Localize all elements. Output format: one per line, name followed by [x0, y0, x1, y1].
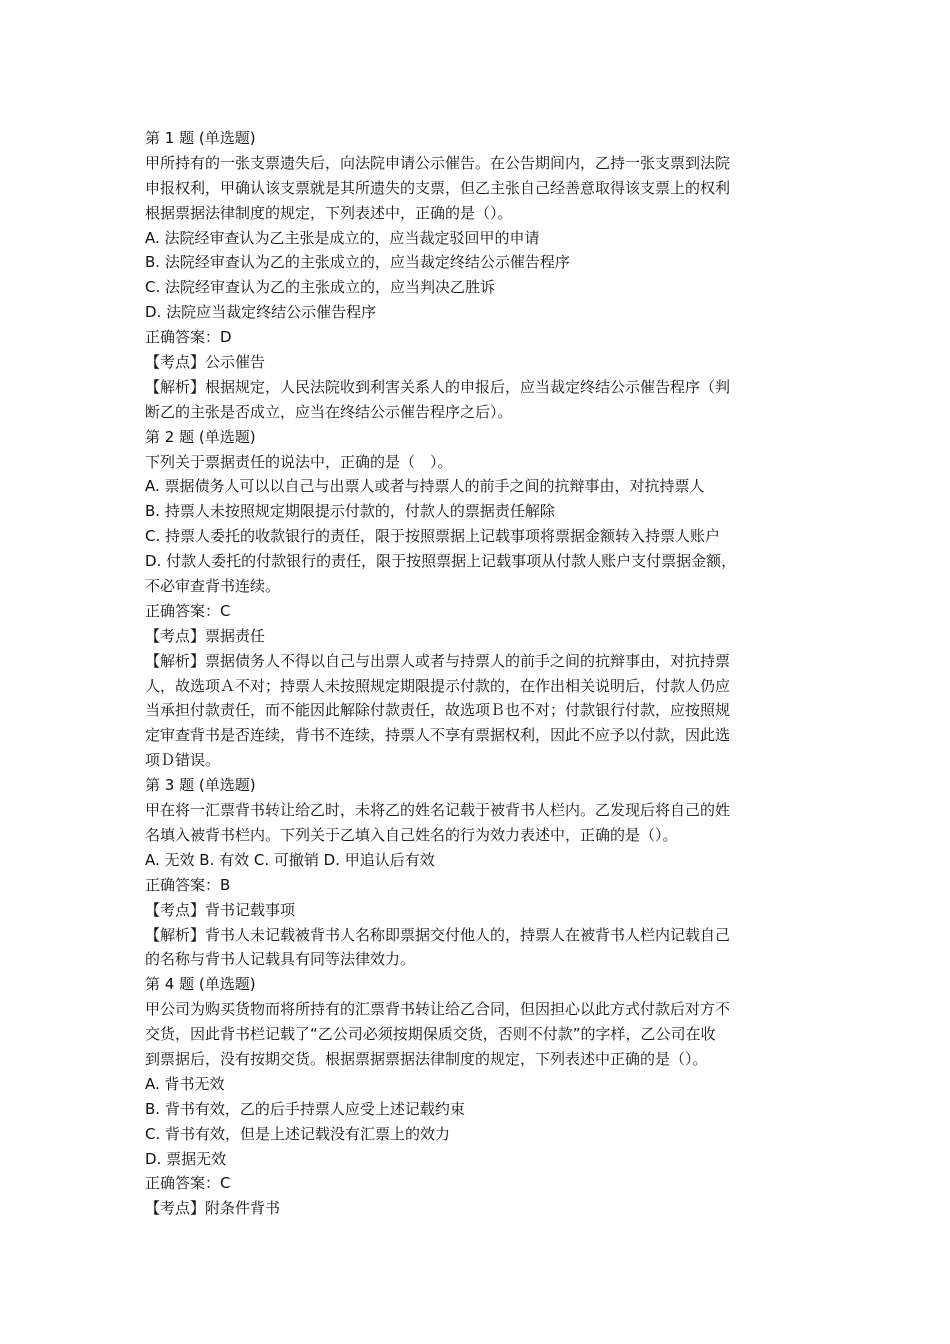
analysis-line: 【解析】背书人未记载被背书人名称即票据交付他人的，持票人在被背书人栏内记载自己 — [145, 925, 731, 944]
option-d: D. 付款人委托的付款银行的责任，限于按照票据上记载事项从付款人账户支付票据金额， — [145, 552, 737, 571]
analysis-line: 定审查背书是否连续，背书不连续，持票人不享有票据权利，因此不应予以付款，因此选 — [145, 726, 731, 745]
question-stem-line: 名填入被背书栏内。下列关于乙填入自己姓名的行为效力表述中，正确的是（）。 — [145, 825, 678, 844]
option-d-continued: 不必审查背书连续。 — [145, 577, 281, 596]
options-line: A. 无效 B. 有效 C. 可撤销 D. 甲追认后有效 — [145, 850, 435, 869]
key-point: 【考点】公示催告 — [145, 353, 266, 372]
option-b: B. 法院经审查认为乙的主张成立的，应当裁定终结公示催告程序 — [145, 253, 570, 272]
analysis-line: 项Ｄ错误。 — [145, 751, 221, 770]
question-stem-line: 下列关于票据责任的说法中，正确的是（ ）。 — [145, 452, 453, 471]
document-page — [145, 126, 810, 1221]
analysis-line: 【解析】根据规定，人民法院收到利害关系人的申报后，应当裁定终结公示催告程序（判 — [145, 377, 731, 396]
option-c: C. 法院经审查认为乙的主张成立的，应当判决乙胜诉 — [145, 278, 496, 297]
correct-answer: 正确答案：C — [145, 601, 231, 620]
analysis-line: 当承担付款责任，而不能因此解除付款责任，故选项Ｂ也不对；付款银行付款，应按照规 — [145, 701, 731, 720]
option-b: B. 持票人未按照规定期限提示付款的，付款人的票据责任解除 — [145, 502, 555, 521]
option-c: C. 背书有效，但是上述记载没有汇票上的效力 — [145, 1124, 451, 1143]
analysis-line: 断乙的主张是否成立，应当在终结公示催告程序之后）。 — [145, 402, 513, 421]
key-point: 【考点】背书记载事项 — [145, 900, 296, 919]
analysis-line: 的名称与背书人记载具有同等法律效力。 — [145, 950, 416, 969]
option-a: A. 法院经审查认为乙主张是成立的，应当裁定驳回甲的申请 — [145, 228, 540, 247]
question-stem-line: 根据票据法律制度的规定，下列表述中，正确的是（）。 — [145, 203, 513, 222]
option-b: B. 背书有效，乙的后手持票人应受上述记载约束 — [145, 1099, 465, 1118]
question-stem-line: 到票据后，没有按期交货。根据票据票据法律制度的规定，下列表述中正确的是（）。 — [145, 1049, 708, 1068]
key-point: 【考点】附条件背书 — [145, 1199, 281, 1218]
question-header: 第 1 题 (单选题) — [145, 129, 256, 147]
question-header: 第 3 题 (单选题) — [145, 776, 256, 795]
option-d: D. 票据无效 — [145, 1149, 227, 1168]
correct-answer: 正确答案：B — [145, 875, 231, 894]
correct-answer: 正确答案：D — [145, 328, 232, 347]
analysis-line: 人，故选项Ａ不对；持票人未按照规定期限提示付款的，在作出相关说明后，付款人仍应 — [145, 676, 731, 695]
question-header: 第 4 题 (单选题) — [145, 975, 256, 994]
question-stem-line: 交货，因此背书栏记载了“乙公司必须按期保质交货，否则不付款”的字样，乙公司在收 — [145, 1025, 716, 1044]
question-1 — [145, 126, 810, 425]
question-3 — [145, 773, 810, 972]
option-a: A. 背书无效 — [145, 1074, 225, 1093]
question-stem-line: 甲在将一汇票背书转让给乙时，未将乙的姓名记载于被背书人栏内。乙发现后将自己的姓 — [145, 801, 731, 820]
option-c: C. 持票人委托的收款银行的责任，限于按照票据上记载事项将票据金额转入持票人账户 — [145, 527, 721, 546]
question-2 — [145, 425, 810, 773]
analysis-line: 【解析】票据债务人不得以自己与出票人或者与持票人的前手之间的抗辩事由，对抗持票 — [145, 651, 731, 670]
correct-answer: 正确答案：C — [145, 1174, 231, 1193]
question-stem-line: 申报权利，甲确认该支票就是其所遗失的支票，但乙主张自己经善意取得该支票上的权利 — [145, 178, 731, 197]
question-4 — [145, 972, 810, 1221]
question-header: 第 2 题 (单选题) — [145, 427, 256, 446]
option-a: A. 票据债务人可以以自己与出票人或者与持票人的前手之间的抗辩事由，对抗持票人 — [145, 477, 705, 496]
question-stem-line: 甲所持有的一张支票遗失后，向法院申请公示催告。在公告期间内，乙持一张支票到法院 — [145, 153, 731, 172]
question-stem-line: 甲公司为购买货物而将所持有的汇票背书转让给乙合同，但因担心以此方式付款后对方不 — [145, 1000, 731, 1019]
key-point: 【考点】票据责任 — [145, 626, 266, 645]
option-d: D. 法院应当裁定终结公示催告程序 — [145, 303, 377, 322]
